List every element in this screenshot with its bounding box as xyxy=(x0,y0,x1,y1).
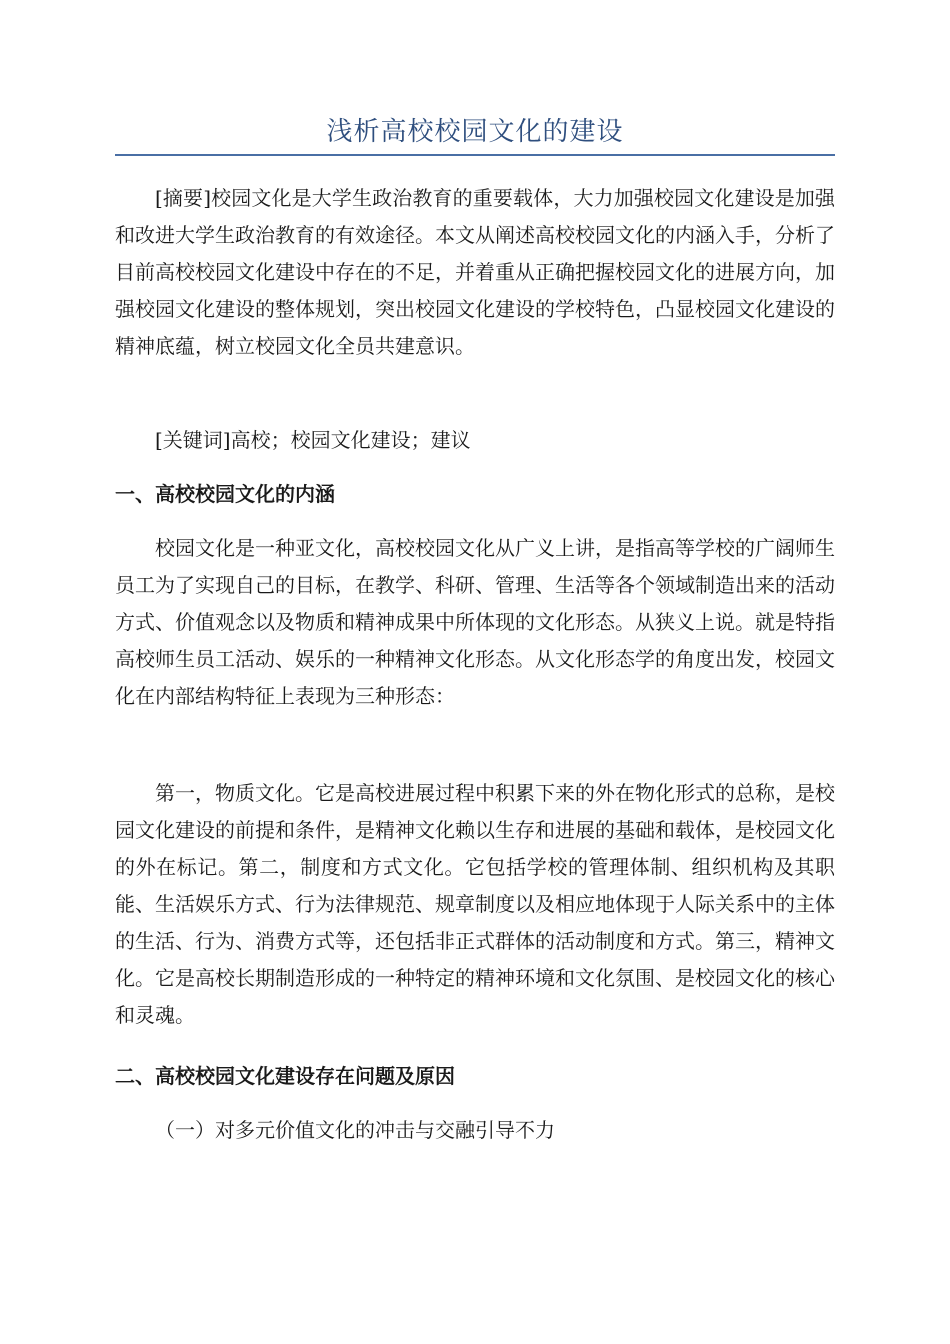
document-title: 浅析高校校园文化的建设 xyxy=(326,117,624,147)
keywords-block xyxy=(115,422,835,459)
section-1-paragraph-1: 校园文化是一种亚文化，高校校园文化从广义上讲，是指高等学校的广阔师生员工为了实现自己的目标，在教学、科研、管理、生活等各个领域制造出来的活动方式、价值观念以及物质和精神成果中所体现的文化形态。从狭义上说。就是特指高校师生员工活动、娱乐的一种精神文化形态。从文化形态学的角度出发，校园文化在内部结构特征上表现为三种形态： xyxy=(115,536,835,708)
abstract-block xyxy=(115,180,835,365)
abstract-paragraph: [摘要]校园文化是大学生政治教育的重要载体，大力加强校园文化建设是加强和改进大学生政治教育的有效途径。本文从阐述高校校园文化的内涵入手，分析了目前高校校园文化建设中存在的不足，并着重从正确把握校园文化的进展方向，加强校园文化建设的整体规划，突出校园文化建设的学校特色，凸显校园文化建设的精神底蕴，树立校园文化全员共建意识。 xyxy=(115,186,835,358)
section-2-heading: 二、高校校园文化建设存在问题及原因 xyxy=(115,1064,455,1088)
title-underline xyxy=(115,154,835,156)
section-1-paragraph-2: 第一，物质文化。它是高校进展过程中积累下来的外在物化形式的总称，是校园文化建设的前提和条件，是精神文化赖以生存和进展的基础和载体，是校园文化的外在标记。第二，制度和方式文化。它包括学校的管理体制、组织机构及其职能、生活娱乐方式、行为法律规范、规章制度以及相应地体现于人际关系中的主体的生活、行为、消费方式等，还包括非正式群体的活动制度和方式。第三，精神文化。它是高校长期制造形成的一种特定的精神环境和文化氛围、是校园文化的核心和灵魂。 xyxy=(115,781,835,1027)
section-1-para-1-block xyxy=(115,530,835,715)
keywords-paragraph: [关键词]高校；校园文化建设；建议 xyxy=(155,428,471,452)
section-1-para-2-block xyxy=(115,775,835,1034)
section-1-heading: 一、高校校园文化的内涵 xyxy=(115,482,335,506)
section-2-subheading-1: （一）对多元价值文化的冲击与交融引导不力 xyxy=(155,1118,555,1142)
